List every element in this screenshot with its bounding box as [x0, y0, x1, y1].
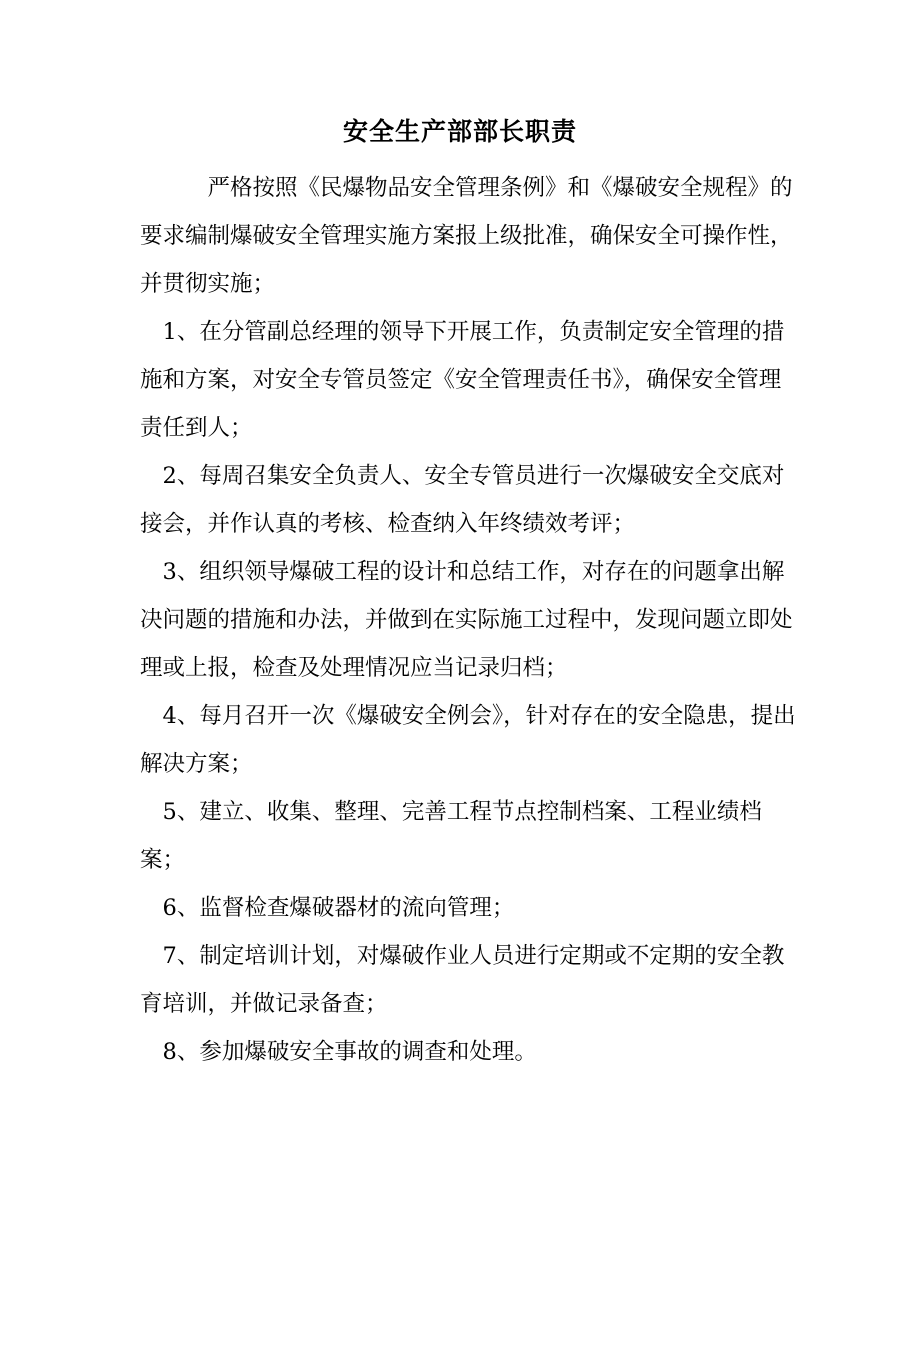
- duty-item-8: 8、参加爆破安全事故的调查和处理。: [162, 1039, 537, 1065]
- duty-item-7: 7、制定培训计划，对爆破作业人员进行定期或不定期的安全教育培训，并做记录备查；: [140, 943, 785, 1017]
- duty-item-3: 3、组织领导爆破工程的设计和总结工作，对存在的问题拿出解决问题的措施和办法，并做到在实际施工过程中，发现问题立即处理或上报，检查及处理情况应当记录归档；: [140, 559, 793, 681]
- document-body: [140, 164, 800, 1076]
- intro-paragraph: 严格按照《民爆物品安全管理条例》和《爆破安全规程》的要求编制爆破安全管理实施方案报上级批准，确保安全可操作性，并贯彻实施；: [140, 175, 793, 297]
- duty-item-6: 6、监督检查爆破器材的流向管理；: [162, 895, 515, 921]
- duty-item-4: 4、每月召开一次《爆破安全例会》，针对存在的安全隐患，提出解决方案；: [140, 703, 796, 777]
- duty-item-2: 2、每周召集安全负责人、安全专管员进行一次爆破安全交底对接会，并作认真的考核、检查纳入年终绩效考评；: [140, 463, 785, 537]
- duty-item-5: 5、建立、收集、整理、完善工程节点控制档案、工程业绩档案；: [140, 799, 762, 873]
- document-title: 安全生产部部长职责: [342, 117, 577, 146]
- duty-item-1: 1、在分管副总经理的领导下开展工作，负责制定安全管理的措施和方案，对安全专管员签定《安全管理责任书》，确保安全管理责任到人；: [140, 319, 785, 441]
